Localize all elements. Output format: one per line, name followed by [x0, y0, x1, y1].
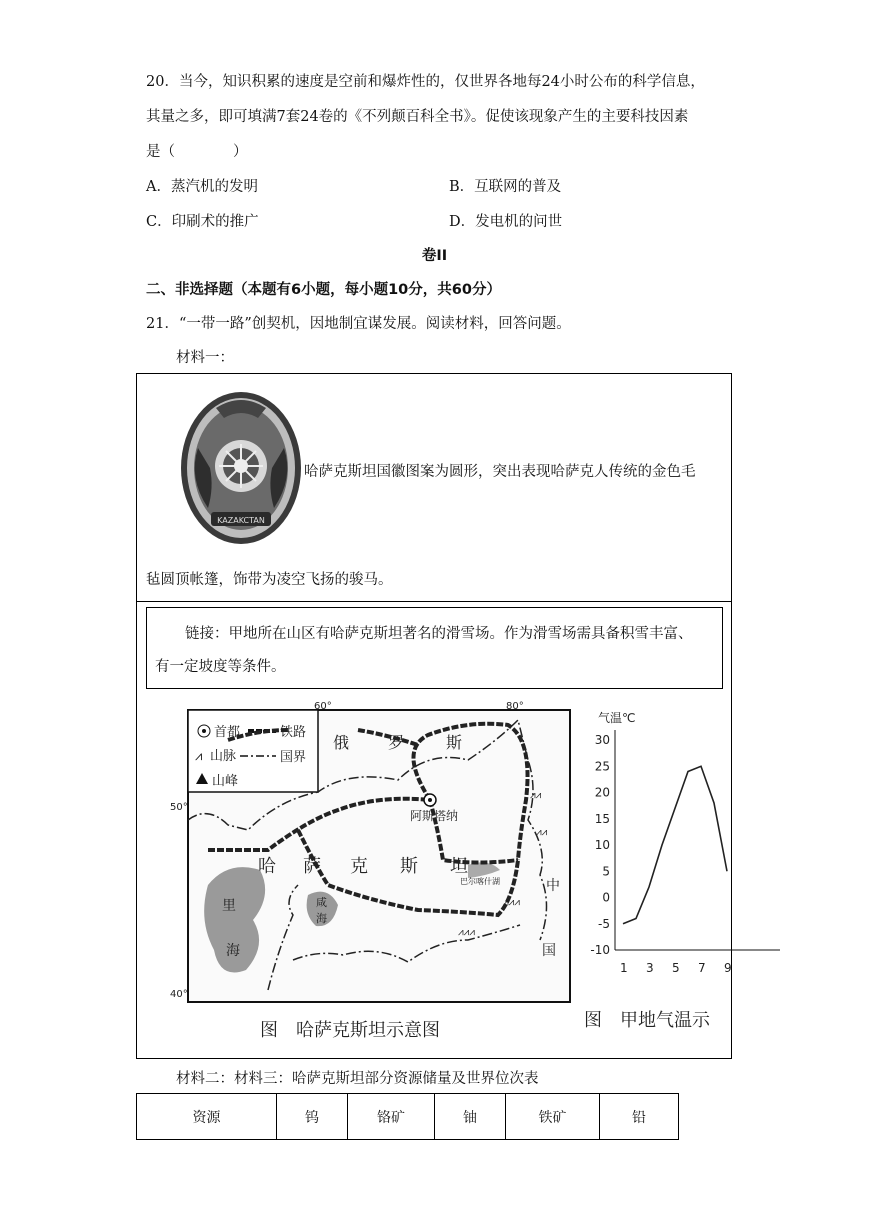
- svg-text:⩘⩘: ⩘⩘: [530, 790, 542, 801]
- y-tick-label: -5: [598, 916, 610, 931]
- lon-60-label: 60°: [314, 701, 332, 712]
- q21-intro: 21．“一带一路”创契机，因地制宜谋发展。阅读材料，回答问题。: [146, 316, 571, 332]
- q20-line1: 20．当今，知识积累的速度是空前和爆炸性的，仅世界各地每24小时公布的科学信息，: [146, 74, 705, 90]
- kazakhstan-map: [168, 700, 580, 1045]
- y-tick-label: 5: [602, 864, 610, 879]
- table-header-cell: 铀: [435, 1094, 506, 1140]
- part-heading: 二、非选择题（本题有6小题，每小题10分，共60分）: [146, 282, 501, 298]
- legend-mountain: 山脉: [210, 749, 237, 764]
- svg-text:⩘⩘⩘: ⩘⩘⩘: [458, 927, 475, 938]
- russia-label-2: 罗: [388, 733, 405, 752]
- legend-capital: 首都: [214, 725, 241, 740]
- lat-50-label: 50°: [170, 802, 188, 813]
- y-tick-labels: [590, 733, 610, 957]
- kazakhstan-label-5: 坦: [450, 856, 468, 877]
- link-box: [146, 607, 723, 689]
- astana-label: 阿斯塔纳: [410, 809, 459, 823]
- material-divider: [136, 601, 731, 602]
- table-row: [137, 1094, 679, 1140]
- svg-text:⩘⩘⩘: ⩘⩘⩘: [503, 897, 520, 908]
- table-header-cell: 铅: [600, 1094, 679, 1140]
- q20-line3: 是（ ）: [146, 144, 248, 160]
- emblem-ribbon: KAZAKCTAN: [217, 516, 265, 525]
- legend-railway: 铁路: [280, 725, 307, 740]
- russia-label-1: 俄: [333, 733, 350, 752]
- kazakhstan-emblem: [178, 388, 304, 548]
- china-label-1: 中: [546, 878, 560, 894]
- lon-80-label: 80°: [506, 701, 524, 712]
- y-tick-label: 20: [594, 785, 610, 800]
- russia-label-3: 斯: [446, 733, 463, 752]
- lake-label: 巴尔喀什湖: [460, 877, 500, 886]
- y-tick-label: -10: [590, 943, 610, 957]
- y-tick-label: 25: [594, 759, 610, 774]
- option-c: C．印刷术的推广: [146, 214, 259, 230]
- y-tick-label: 30: [594, 733, 610, 747]
- x-tick-label: 7: [698, 961, 706, 975]
- caspian-label-1: 里: [222, 898, 236, 914]
- material1-label: 材料一：: [176, 350, 234, 366]
- lat-40-label: 40°: [170, 989, 188, 1000]
- kazakhstan-label-4: 斯: [400, 856, 418, 877]
- y-tick-label: 10: [594, 838, 610, 852]
- kazakhstan-label-1: 哈: [258, 856, 276, 877]
- table-header-cell: 资源: [137, 1094, 277, 1140]
- x-tick-label: 1: [620, 961, 628, 975]
- q20-line2: 其量之多，即可填满7套24卷的《不列颠百科全书》。促使该现象产生的主要科技因素: [146, 109, 689, 125]
- map-caption: 图 哈萨克斯坦示意图: [260, 1020, 440, 1041]
- x-tick-label: 9: [724, 961, 732, 975]
- legend-border: 国界: [280, 750, 307, 765]
- x-tick-label: 3: [646, 961, 654, 975]
- section-title: 卷II: [421, 248, 448, 264]
- temperature-chart: [580, 700, 780, 1045]
- emblem-text-line2: 毡圆顶帐篷，饰带为凌空飞扬的骏马。: [146, 572, 393, 588]
- x-tick-label: 5: [672, 961, 680, 975]
- table-header-cell: 铁矿: [506, 1094, 600, 1140]
- temperature-line: [623, 766, 727, 924]
- kazakhstan-label-3: 克: [350, 856, 368, 877]
- chart-caption: 图 甲地气温示: [584, 1010, 710, 1031]
- y-tick-label: 0: [602, 890, 610, 905]
- aral-label-2: 海: [316, 912, 327, 925]
- material23-label: 材料二：材料三：哈萨克斯坦部分资源储量及世界位次表: [176, 1071, 539, 1087]
- mountain-range-icon: ⩘: [195, 749, 203, 764]
- table-header-cell: 钨: [277, 1094, 348, 1140]
- x-tick-labels: [620, 961, 732, 975]
- legend-peak: 山峰: [212, 774, 239, 789]
- option-a: A．蒸汽机的发明: [146, 179, 258, 195]
- y-tick-label: 15: [594, 811, 610, 826]
- aral-label-1: 咸: [316, 896, 327, 909]
- link-line2: 有一定坡度等条件。: [155, 659, 286, 675]
- option-d: D．发电机的问世: [449, 214, 563, 230]
- option-b: B．互联网的普及: [449, 179, 562, 195]
- svg-text:⩘⩘: ⩘⩘: [536, 827, 548, 838]
- table-header-cell: 铬矿: [348, 1094, 435, 1140]
- china-label-2: 国: [542, 943, 556, 959]
- link-line1: 链接：甲地所在山区有哈萨克斯坦著名的滑雪场。作为滑雪场需具备积雪丰富、: [185, 626, 693, 642]
- temperature-chart-clip: [580, 700, 730, 1045]
- resource-table: [136, 1093, 679, 1140]
- emblem-text-line1: 哈萨克斯坦国徽图案为圆形，突出表现哈萨克人传统的金色毛: [304, 464, 696, 480]
- caspian-label-2: 海: [226, 943, 240, 959]
- kazakhstan-label-2: 萨: [303, 856, 321, 877]
- chart-ylabel: 气温℃: [598, 711, 636, 725]
